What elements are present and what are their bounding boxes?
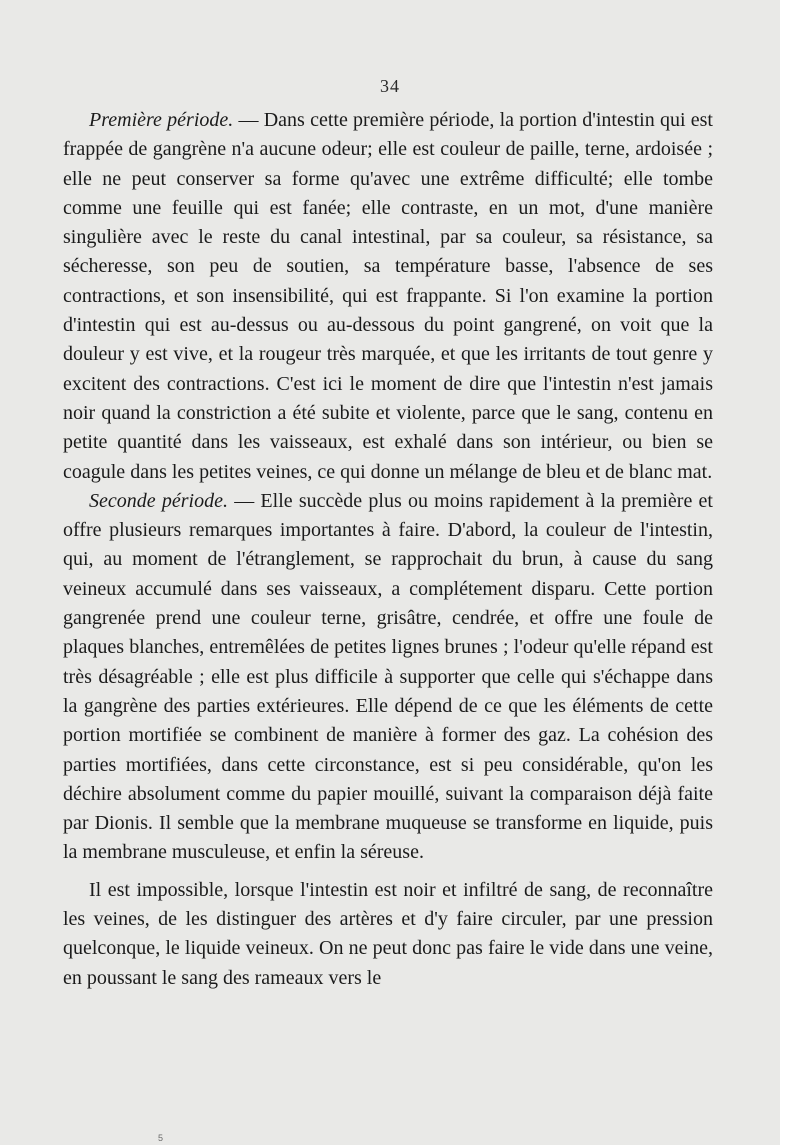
paragraph-il-est-impossible <box>63 876 713 993</box>
body-text <box>63 106 713 993</box>
right-margin <box>780 0 800 1145</box>
paragraph-seconde-periode <box>63 487 713 868</box>
page-number: 34 <box>380 76 400 96</box>
section-heading-premiere-periode: Première période. <box>89 109 234 131</box>
section-heading-seconde-periode: Seconde période. <box>89 489 228 512</box>
bottom-mark: 5 <box>158 1133 164 1143</box>
paragraph-text: — Dans cette première période, la portion d'intestin qui est frappée de gangrène n'a aucune odeur; elle est couleur de paille, terne, ardoisée ; elle ne peut conserver sa forme qu'avec une extrême difficulté; elle tombe comme une feuille qui est fanée; elle contraste, en un mot, d'une manière singulière avec le reste du canal intestinal, par sa couleur, sa résistance, sa sécheresse, son peu de soutien, sa température basse, l'absence de ses contractions, et son insensibilité, qui est frappante. Si l'on examine la portion d'intestin qui est au-dessus ou au-dessous du point gangrené, on voit que la douleur y est vive, et la rougeur très marquée, et que les irritants de tout genre y excitent des contractions. C'est ici le moment de dire que l'intestin n'est jamais noir quand la constriction a été subite et violente, parce que le sang, contenu en petite quantité dans les vaisseaux, est exhalé dans son intérieur, ou bien se coagule dans les petites veines, ce qui donne un mélange de bleu et de blanc mat. <box>63 109 713 483</box>
paragraph-text: — Elle succède plus ou moins rapidement à la première et offre plusieurs remarques importantes à faire. D'abord, la couleur de l'intestin, qui, au moment de l'étranglement, se rapprochait du brun, à cause du sang veineux accumulé dans ses vaisseaux, a complétement disparu. Cette portion gangrenée prend une couleur terne, grisâtre, cendrée, et offre une foule de plaques blanches, entremêlées de petites lignes brunes ; l'odeur qu'elle répand est très désagréable ; elle est plus difficile à supporter que celle qui s'échappe dans la gangrène des parties extérieures. Elle dépend de ce que les éléments de cette portion mortifiée se combinent de manière à former des gaz. La cohésion des parties mortifiées, dans cette circonstance, est si peu considérable, qu'on les déchire absolument comme du papier mouillé, suivant la comparaison déjà faite par Dionis. Il semble que la membrane muqueuse se transforme en liquide, puis la membrane musculeuse, et enfin la séreuse. <box>63 489 713 864</box>
paragraph-premiere-periode <box>63 106 713 487</box>
paragraph-text: Il est impossible, lorsque l'intestin est noir et infiltré de sang, de reconnaître les veines, de les distinguer des artères et d'y faire circuler, par une pression quelconque, le liquide veineux. On ne peut donc pas faire le vide dans une veine, en poussant le sang des rameaux vers le <box>63 878 713 989</box>
